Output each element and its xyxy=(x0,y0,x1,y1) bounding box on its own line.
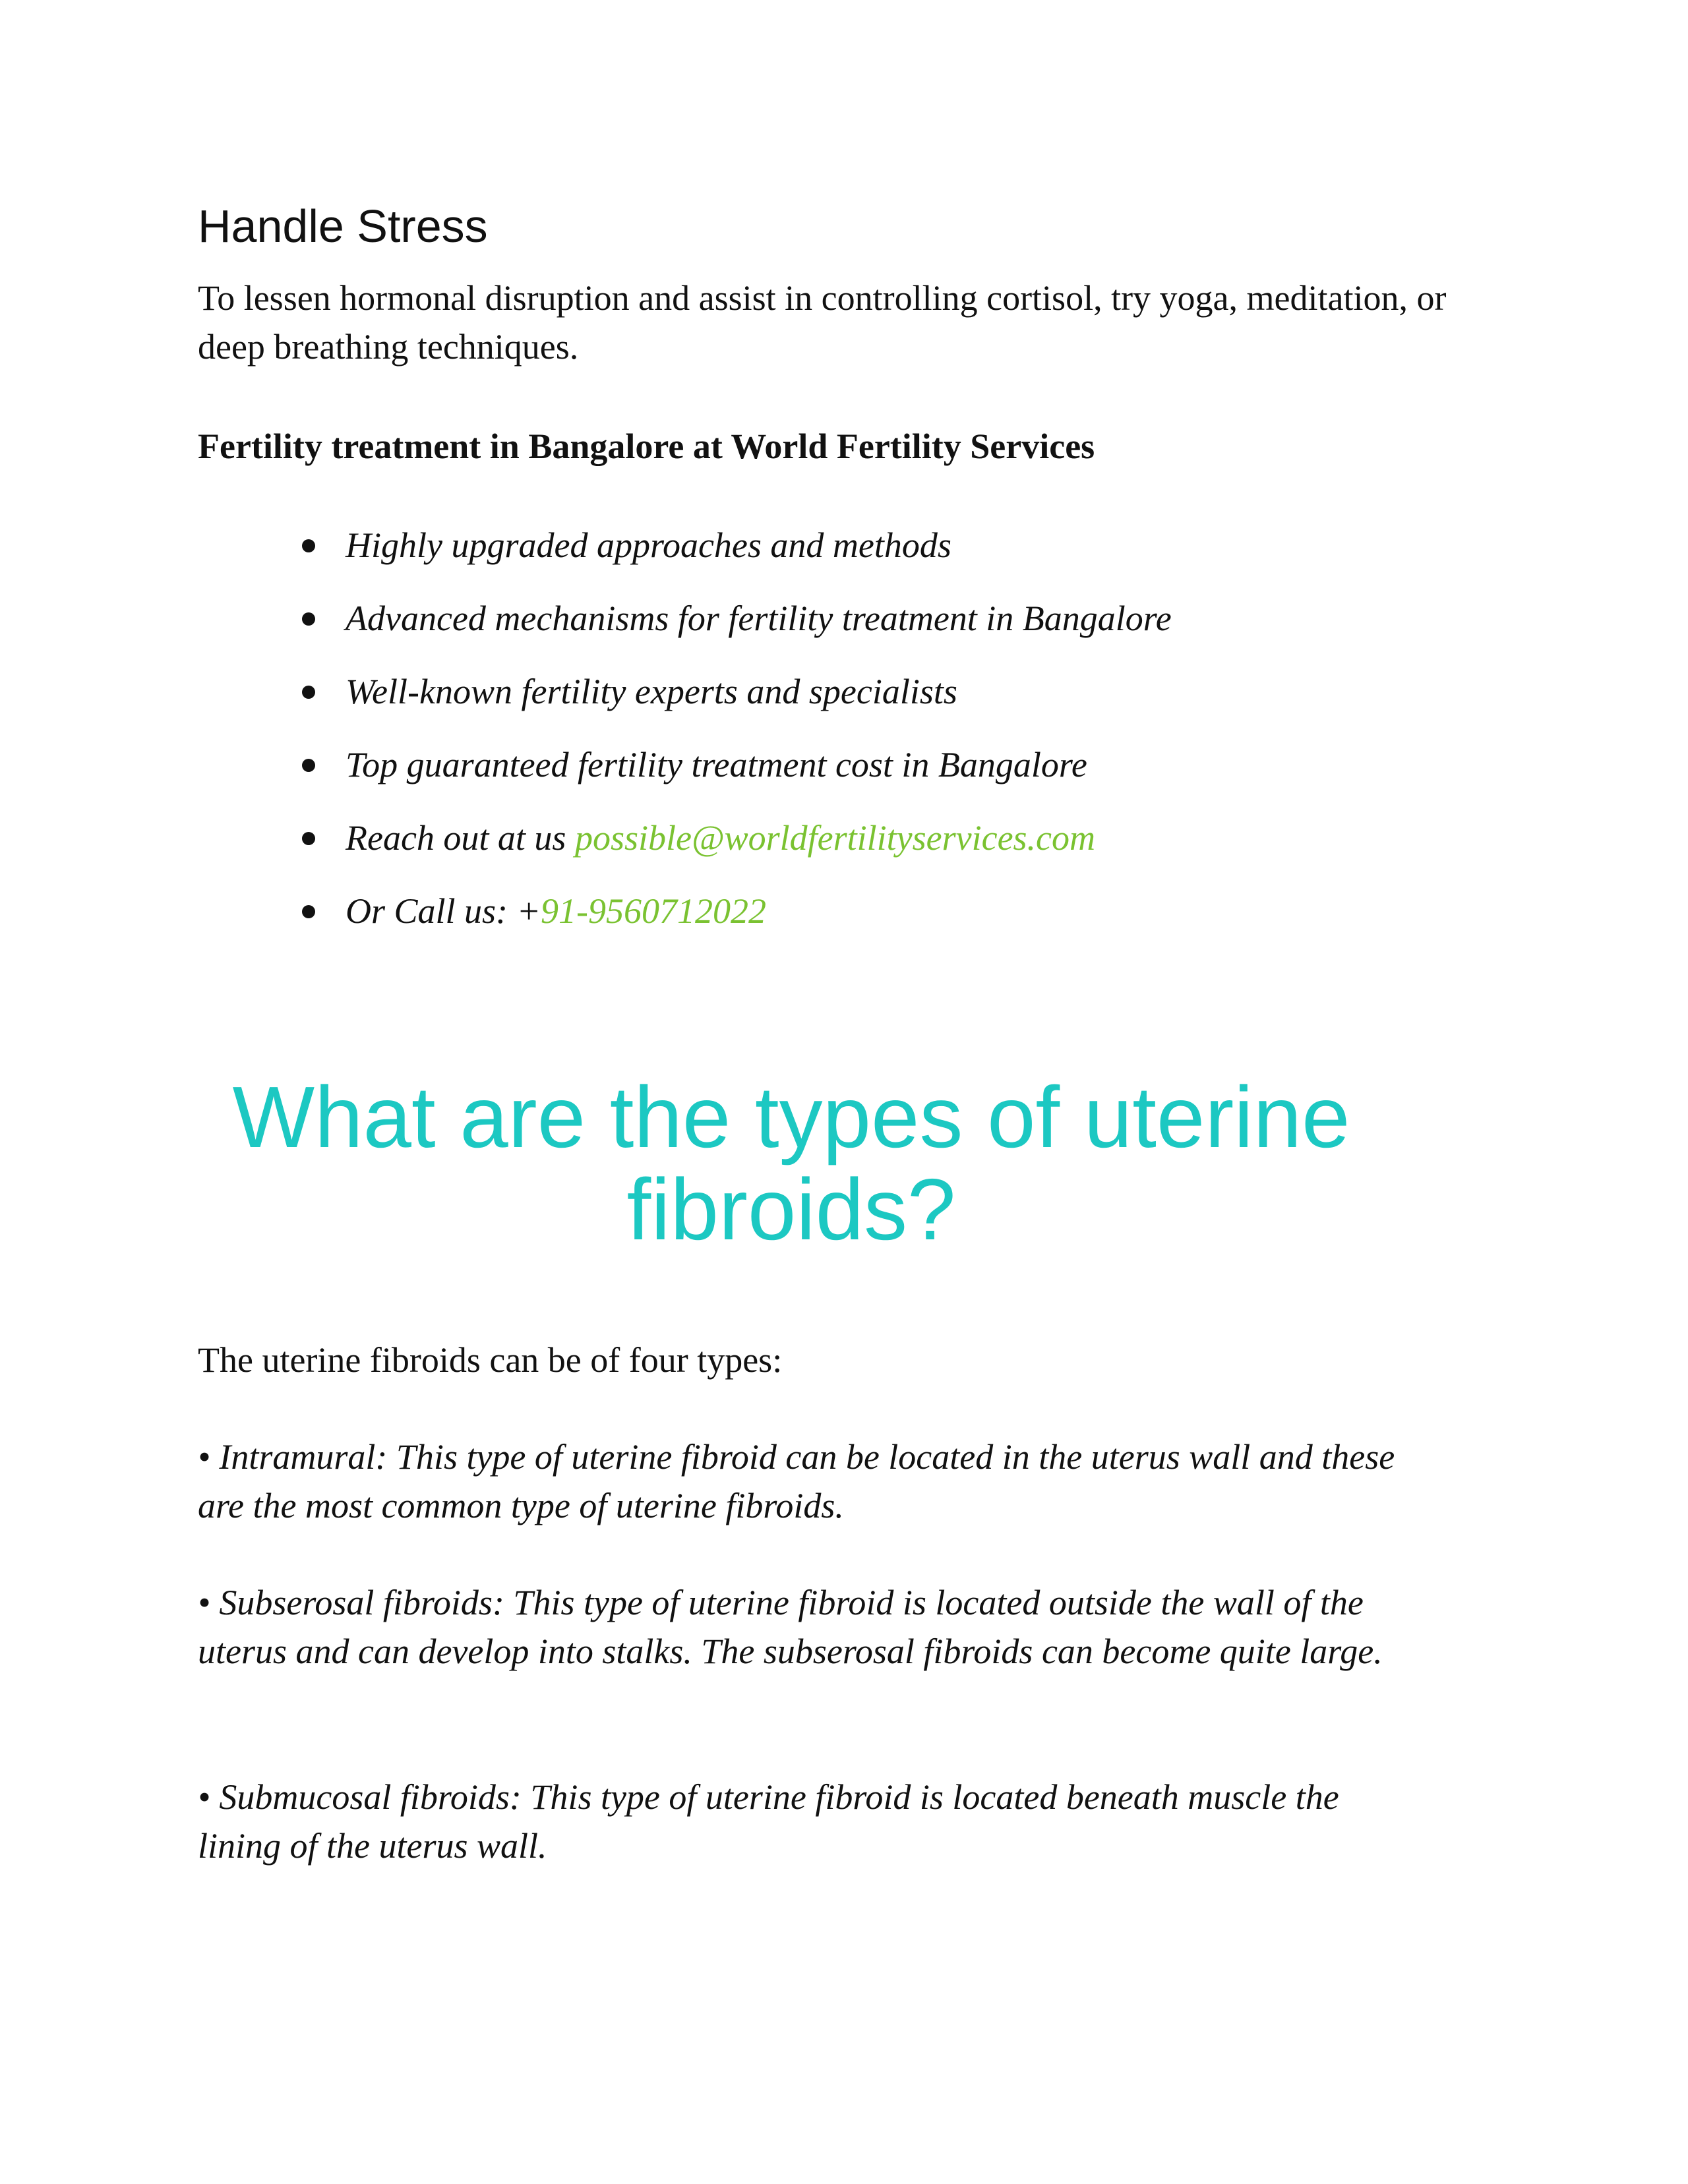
fibroid-type-intramural: • Intramural: This type of uterine fibroid can be located in the uterus wall and these are the most common type of uterine fibroids. xyxy=(198,1437,1395,1525)
handle-stress-paragraph: To lessen hormonal disruption and assist in controlling cortisol, try yoga, meditation, or deep breathing techniques. xyxy=(198,278,1447,367)
list-item xyxy=(290,667,1172,716)
list-item xyxy=(290,594,1172,643)
fibroids-title-line1: What are the types of uterine xyxy=(232,1069,1350,1166)
fibroid-type-submucosal: • Submucosal fibroids: This type of uterine fibroid is located beneath muscle the lining of the uterus wall. xyxy=(198,1777,1339,1866)
bullet-dot-icon xyxy=(302,686,315,699)
bullet-dot-icon xyxy=(302,759,315,772)
list-item-text: Advanced mechanisms for fertility treatment in Bangalore xyxy=(346,599,1172,638)
bullet-dot-icon xyxy=(302,832,315,845)
list-item-phone xyxy=(290,887,1172,935)
handle-stress-heading: Handle Stress xyxy=(198,200,488,252)
list-item-text: Well-known fertility experts and specialists xyxy=(346,672,957,711)
fibroid-type-subserosal: • Subserosal fibroids: This type of uterine fibroid is located outside the wall of the uterus and can develop into stalks. The subserosal fibroids can become quite large. xyxy=(198,1583,1383,1671)
phone-link[interactable]: 91-9560712022 xyxy=(540,891,766,931)
bullet-dot-icon xyxy=(302,612,315,626)
fertility-treatment-heading: Fertility treatment in Bangalore at World Fertility Services xyxy=(198,427,1095,466)
list-item-text: Highly upgraded approaches and methods xyxy=(346,525,951,565)
list-item xyxy=(290,521,1172,570)
fertility-features-list xyxy=(290,521,1172,960)
bullet-dot-icon xyxy=(302,905,315,918)
email-link[interactable]: possible@worldfertilityservices.com xyxy=(574,818,1096,858)
phone-prefix: Or Call us: + xyxy=(346,891,541,931)
list-item-email xyxy=(290,813,1172,862)
fibroids-title-line2: fibroids? xyxy=(626,1161,956,1258)
list-item-text: Top guaranteed fertility treatment cost in Bangalore xyxy=(346,745,1087,784)
email-prefix: Reach out at us xyxy=(346,818,575,858)
fibroids-title xyxy=(198,1071,1385,1256)
bullet-dot-icon xyxy=(302,539,315,552)
fibroids-intro: The uterine fibroids can be of four types: xyxy=(198,1340,783,1380)
list-item xyxy=(290,740,1172,789)
